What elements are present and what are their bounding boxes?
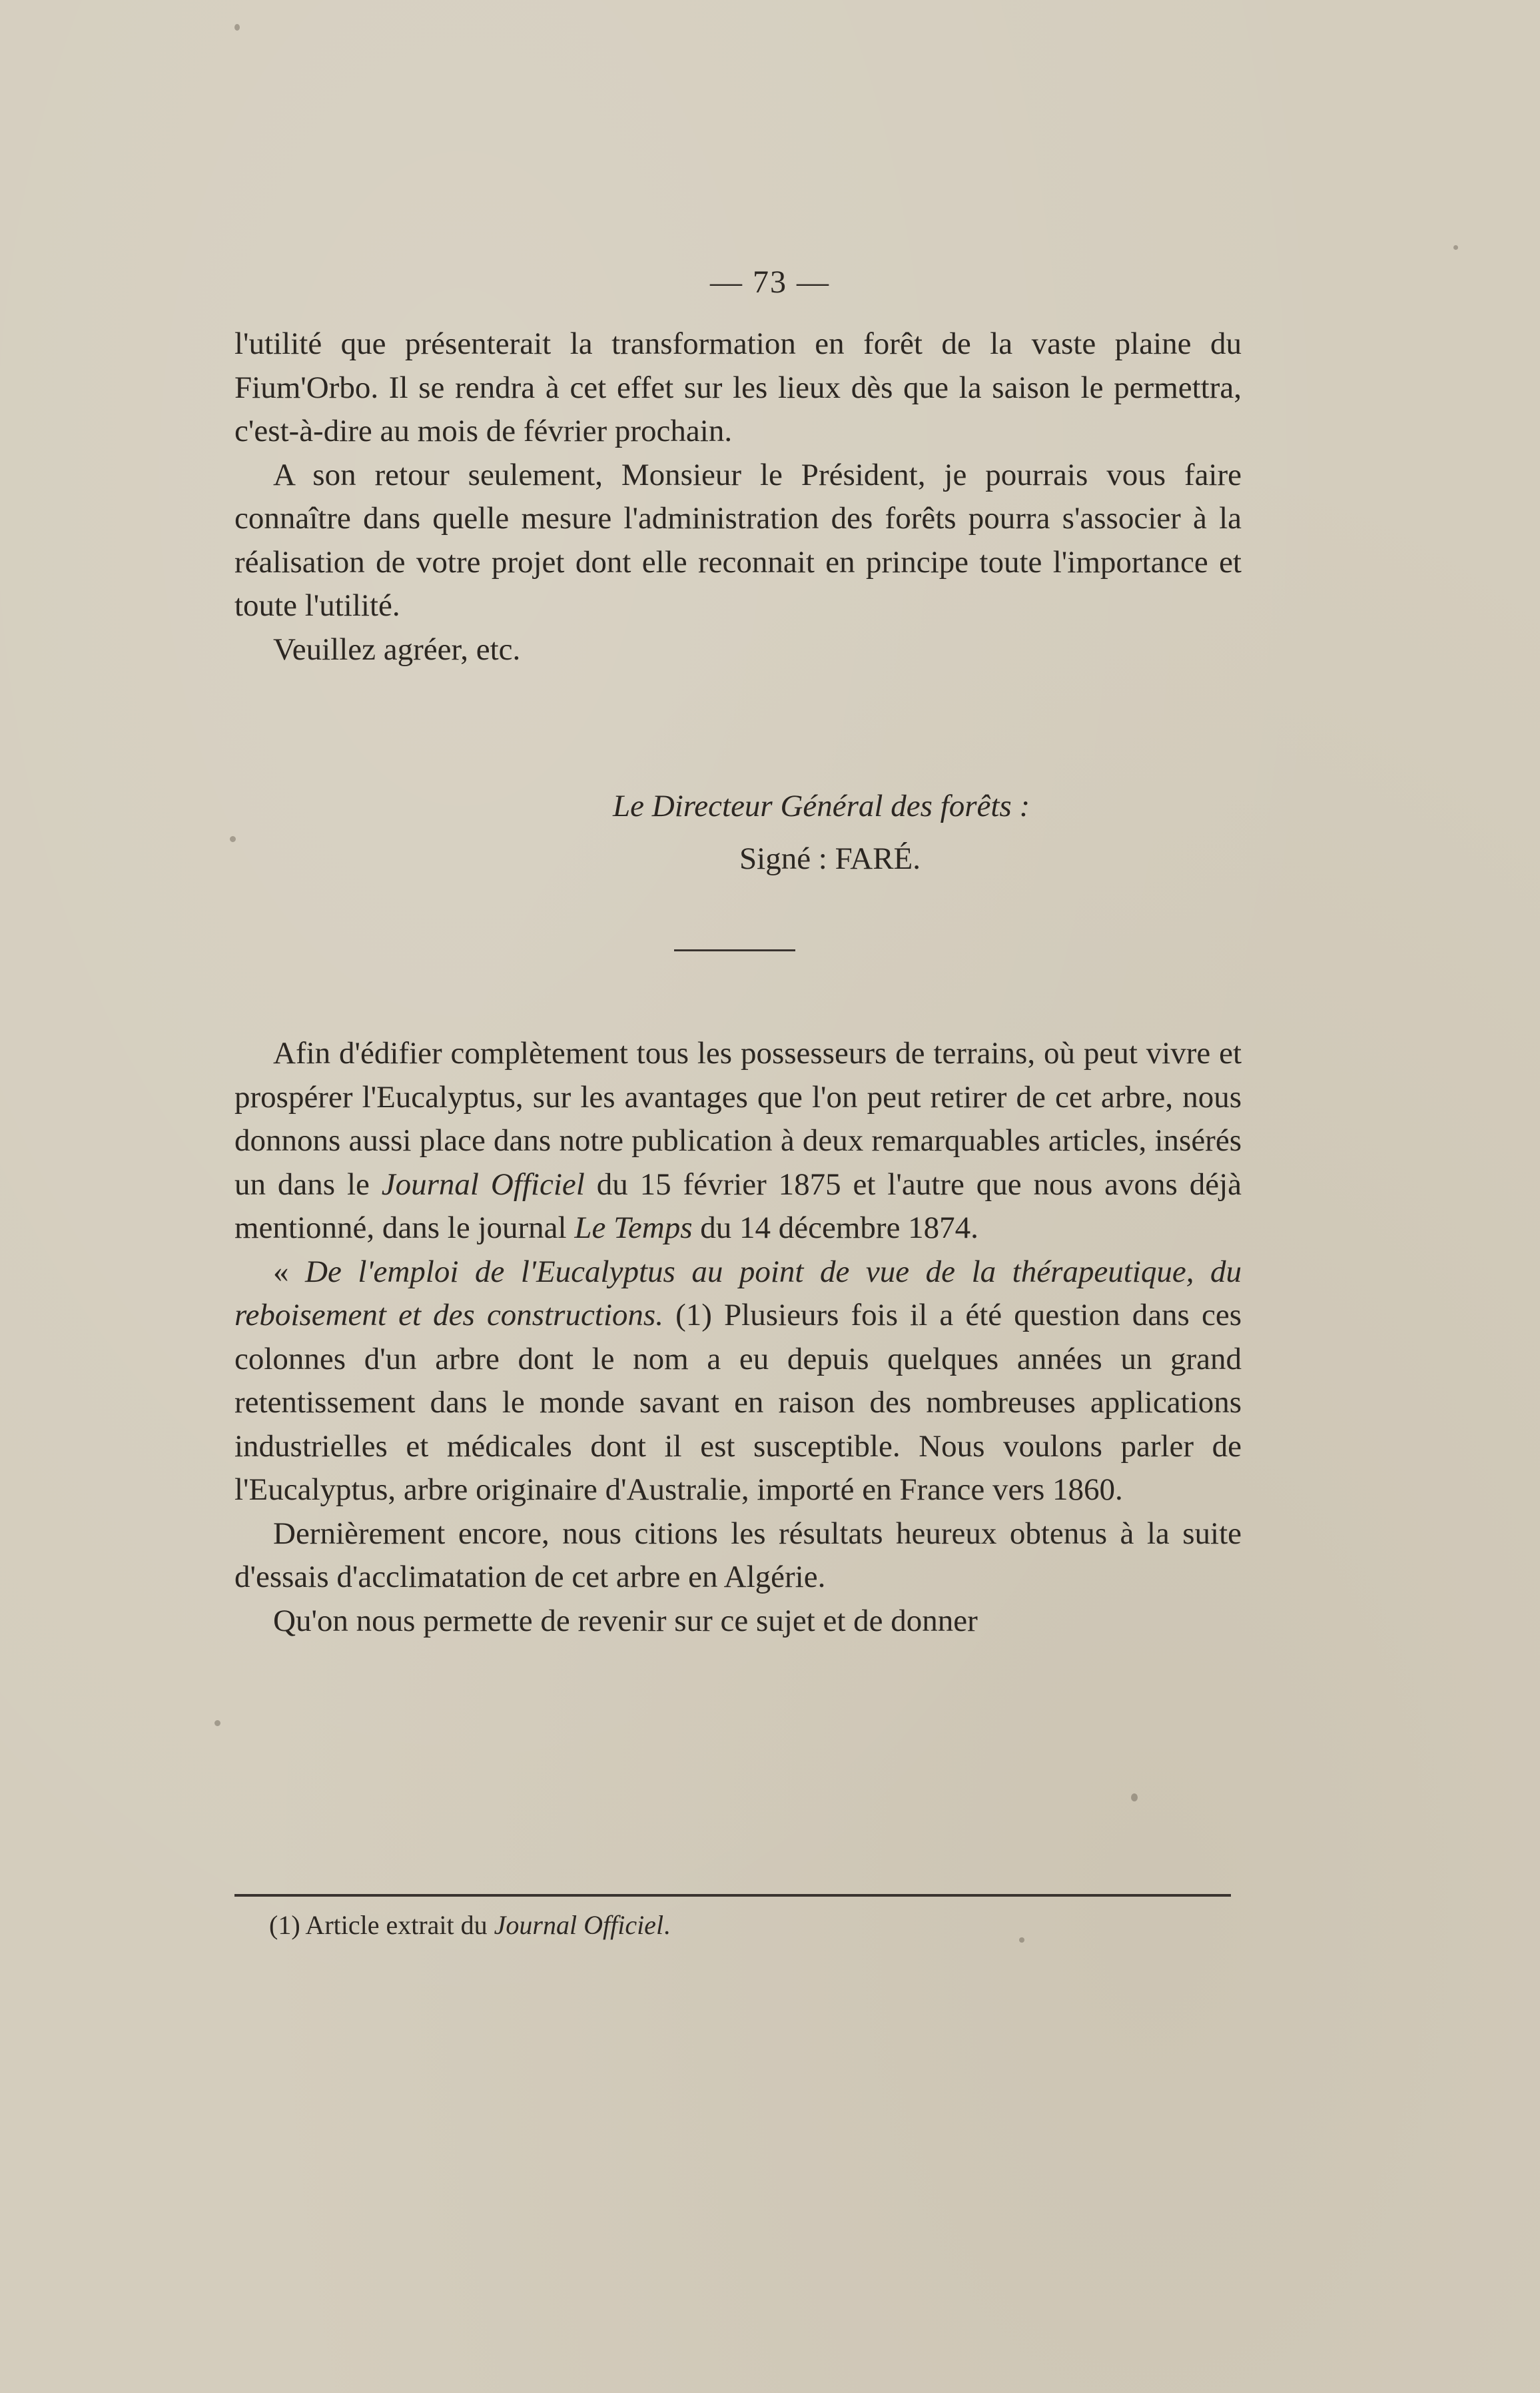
paper-speck	[230, 836, 236, 842]
paragraph-return: A son retour seulement, Monsieur le Président, je pourrais vous faire connaître dans quelle mesure l'administration des forêts pourra s'associer à la réalisation de votre projet dont elle reconnait en principe toute l'importance et toute l'utilité.	[234, 457, 1242, 623]
paper-speck	[1019, 1937, 1024, 1943]
paragraph-algeria: Dernièrement encore, nous citions les résultats heureux obtenus à la suite d'essais d'acclimatation de cet arbre en Algérie.	[234, 1516, 1242, 1594]
signature-name: Signé : FARÉ.	[739, 841, 921, 876]
letter-body	[234, 322, 1242, 672]
open-quote: «	[273, 1254, 306, 1289]
footnote-source: Journal Officiel	[494, 1910, 664, 1940]
paragraph-continued: l'utilité que présenterait la transformation en forêt de la vaste plaine du Fium'Orbo. Il se rendra à cet effet sur les lieux dès que la saison le permettra, c'est-à-dire au mois de février prochain.	[234, 326, 1242, 448]
footnote-reference: (1)	[663, 1298, 725, 1332]
journal-name-2: Le Temps	[574, 1210, 693, 1245]
article-section	[234, 1032, 1242, 1643]
page-number: — 73 —	[710, 264, 830, 300]
journal-name-1: Journal Officiel	[381, 1167, 585, 1202]
article-title: De l'emploi de l'Eucalyptus au point de vue de la thérapeutique, du reboisement et des constructions.	[234, 1254, 1242, 1332]
footnote-suffix: .	[663, 1910, 671, 1940]
intro-text-1: Afin d'édifier complètement tous les possesseurs de terrains, où peut vivre et prospérer l'Eucalyptus, sur les avantages que l'on peut retirer de cet arbre, nous donnons aussi place dans notre publication à deux remarquables articles, insérés un dans le	[234, 1036, 1242, 1202]
paper-speck	[1453, 245, 1458, 250]
footnote-prefix: (1) Article extrait du	[269, 1910, 494, 1940]
signature-title: Le Directeur Général des forêts :	[613, 789, 1030, 823]
paragraph-continuation: Qu'on nous permette de revenir sur ce sujet et de donner	[273, 1603, 978, 1638]
article-body: Plusieurs fois il a été question dans ces colonnes d'un arbre dont le nom a eu depuis quelques années un grand retentissement dans le monde savant en raison des nombreuses applications industrielles et médicales dont il est susceptible. Nous voulons parler de l'Eucalyptus, arbre originaire d'Australie, importé en France vers 1860.	[234, 1298, 1242, 1507]
intro-text-2: du 15 février 1875 et l'autre que nous avons déjà mentionné, dans le journal	[234, 1167, 1242, 1245]
intro-paragraph	[234, 1032, 1242, 1250]
paper-speck	[1131, 1793, 1138, 1801]
paper-speck	[214, 1720, 220, 1726]
paragraph-closing: Veuillez agréer, etc.	[273, 632, 521, 667]
article-paragraph	[234, 1250, 1242, 1512]
footnote-rule	[234, 1894, 1231, 1897]
paper-speck	[234, 24, 240, 31]
intro-text-3: du 14 décembre 1874.	[692, 1210, 978, 1245]
footnote	[269, 1909, 670, 1941]
section-divider	[674, 949, 795, 951]
